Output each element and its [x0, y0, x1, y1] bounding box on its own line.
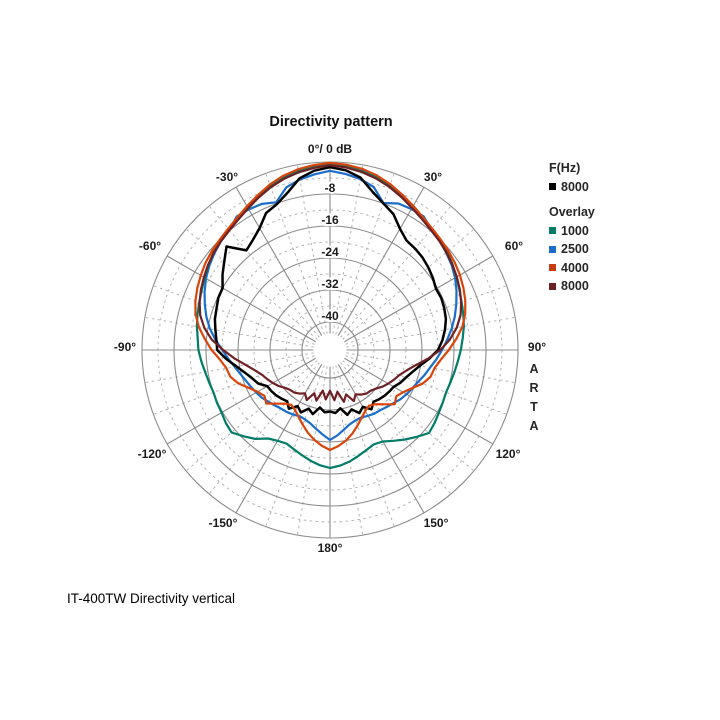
legend-swatch: [549, 283, 556, 290]
legend-item-8000: [549, 277, 595, 296]
arta-letter: A: [529, 362, 539, 376]
legend-item-4000: [549, 259, 595, 278]
db-label--16: -16: [321, 213, 339, 227]
legend-item-label: 4000: [561, 260, 589, 275]
legend-item-label: 8000: [561, 179, 589, 194]
legend-item-1000: [549, 222, 595, 241]
grid-spoke-dashed: [341, 363, 451, 494]
db-label--24: -24: [321, 245, 339, 259]
center-hole: [314, 334, 347, 367]
chart-title: Directivity pattern: [269, 114, 393, 130]
angle-label--120: -120°: [137, 447, 167, 461]
angle-label--60: -60°: [138, 239, 162, 253]
grid-spoke-dashed: [341, 206, 451, 337]
db-label--40: -40: [321, 309, 339, 323]
angle-label--90: -90°: [113, 340, 137, 354]
grid-spoke-dashed: [346, 317, 515, 347]
angle-label-180: 180°: [317, 541, 343, 555]
legend-item-label: 2500: [561, 242, 589, 257]
legend-swatch: [549, 183, 556, 190]
legend-item-2500: [549, 240, 595, 259]
grid-spoke-dashed: [209, 363, 319, 494]
legend-swatch: [549, 227, 556, 234]
legend-item-label: 8000: [561, 279, 589, 294]
legend-swatch: [549, 246, 556, 253]
angle-label-0: 0°/ 0 dB: [307, 142, 353, 156]
arta-letter: A: [529, 419, 539, 433]
arta-branding: [523, 360, 545, 436]
angle-label-120: 120°: [495, 447, 521, 461]
legend-item-8000: [549, 178, 595, 197]
grid-spoke-dashed: [343, 229, 474, 339]
angle-label-60: 60°: [504, 239, 524, 253]
db-label--8: -8: [324, 181, 336, 195]
legend-item-label: 1000: [561, 223, 589, 238]
legend: [549, 159, 595, 296]
angle-label-90: 90°: [527, 340, 547, 354]
angle-label-150: 150°: [423, 516, 449, 530]
chart-caption: IT-400TW Directivity vertical: [67, 591, 236, 606]
angle-label--150: -150°: [208, 516, 238, 530]
arta-letter: T: [530, 400, 538, 414]
legend-swatch: [549, 264, 556, 271]
db-label--32: -32: [321, 277, 339, 291]
grid-spoke-dashed: [145, 317, 314, 347]
angle-label-30: 30°: [423, 170, 443, 184]
grid-spoke-dashed: [145, 353, 314, 383]
legend-group-title: F(Hz): [549, 161, 581, 176]
legend-group-title: Overlay: [549, 205, 595, 220]
arta-letter: R: [529, 381, 539, 395]
grid-spoke-dashed: [209, 206, 319, 337]
angle-label--30: -30°: [215, 170, 239, 184]
